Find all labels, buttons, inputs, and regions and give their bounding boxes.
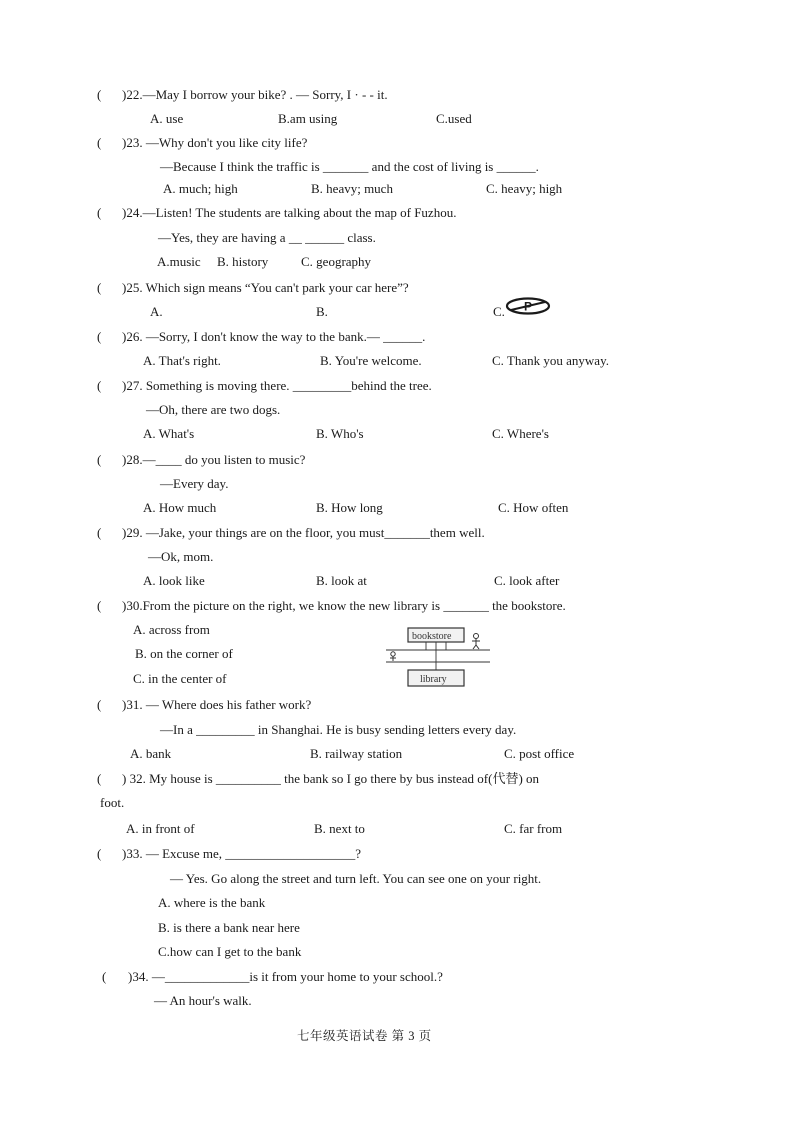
q31-option-b: B. railway station	[310, 746, 403, 761]
q33-option-c: C.how can I get to the bank	[158, 944, 302, 959]
no-parking-sign-icon	[505, 297, 551, 315]
q29-option-c: C. look after	[494, 573, 560, 588]
q34-stem: )34. —_____________is it from your home to your school.?	[128, 969, 443, 984]
q26-option-b: B. You're welcome.	[320, 353, 422, 368]
street-map-picture	[384, 622, 492, 690]
q25-paren: (	[97, 280, 102, 295]
bookstore-label: bookstore	[412, 631, 452, 642]
q31-option-c: C. post office	[504, 746, 575, 761]
person-icon-left	[390, 652, 396, 661]
q28-option-a: A. How much	[143, 500, 217, 515]
q24-reply: —Yes, they are having a __ ______ class.	[158, 230, 376, 245]
q30-paren: (	[97, 598, 102, 613]
q23-reply: —Because I think the traffic is _______ and the cost of living is ______.	[160, 159, 539, 174]
q31-option-a: A. bank	[130, 746, 172, 761]
q24-option-a: A.music	[157, 254, 201, 269]
q22-stem: )22.—May I borrow your bike? . — Sorry, I · - - it.	[122, 87, 388, 102]
q25-option-a: A.	[150, 304, 163, 319]
q31-stem: )31. — Where does his father work?	[122, 697, 312, 712]
q32-option-a: A. in front of	[126, 821, 195, 836]
q29-option-b: B. look at	[316, 573, 367, 588]
q25-option-b: B.	[316, 304, 328, 319]
q27-stem: )27. Something is moving there. _________behind the tree.	[122, 378, 432, 393]
q33-paren: (	[97, 846, 102, 861]
q22-option-a: A. use	[150, 111, 184, 126]
q28-reply: —Every day.	[160, 476, 229, 491]
q29-stem: )29. —Jake, your things are on the floor, you must_______them well.	[122, 525, 485, 540]
q32-option-c: C. far from	[504, 821, 563, 836]
q33-option-a: A. where is the bank	[158, 895, 266, 910]
q23-paren: (	[97, 135, 102, 150]
q31-reply: —In a _________ in Shanghai. He is busy sending letters every day.	[160, 722, 517, 737]
q30-option-a: A. across from	[133, 622, 210, 637]
q32-stem: ) 32. My house is __________ the bank so I go there by bus instead of(代替) on	[122, 771, 540, 786]
q33-option-b: B. is there a bank near here	[158, 920, 300, 935]
q28-paren: (	[97, 452, 102, 467]
q27-option-b: B. Who's	[316, 426, 364, 441]
sign-c-letter: P	[524, 299, 533, 314]
q33-reply: — Yes. Go along the street and turn left. You can see one on your right.	[170, 871, 542, 886]
q31-paren: (	[97, 697, 102, 712]
q28-stem: )28.—____ do you listen to music?	[122, 452, 306, 467]
q26-option-c: C. Thank you anyway.	[492, 353, 609, 368]
q24-option-b: B. history	[217, 254, 269, 269]
person-icon-right	[472, 634, 480, 650]
q27-reply: —Oh, there are two dogs.	[146, 402, 281, 417]
q26-option-a: A. That's right.	[143, 353, 221, 368]
q34-paren: (	[102, 969, 107, 984]
q22-paren: (	[97, 87, 102, 102]
q29-option-a: A. look like	[143, 573, 205, 588]
q30-stem: )30.From the picture on the right, we know the new library is _______ the bookstore.	[122, 598, 566, 613]
q33-stem: )33. — Excuse me, ____________________?	[122, 846, 362, 861]
q24-paren: (	[97, 205, 102, 220]
q28-option-c: C. How often	[498, 500, 569, 515]
q30-option-c: C. in the center of	[133, 671, 227, 686]
q22-option-b: B.am using	[278, 111, 338, 126]
q23-option-c: C. heavy; high	[486, 181, 563, 196]
q24-option-c: C. geography	[301, 254, 372, 269]
q26-stem: )26. —Sorry, I don't know the way to the bank.— ______.	[122, 329, 426, 344]
q23-option-a: A. much; high	[163, 181, 238, 196]
q27-option-a: A. What's	[143, 426, 195, 441]
library-label: library	[420, 674, 447, 685]
q32-stem-cont: foot.	[100, 795, 125, 810]
q29-reply: —Ok, mom.	[148, 549, 214, 564]
q23-option-b: B. heavy; much	[311, 181, 393, 196]
q26-paren: (	[97, 329, 102, 344]
q24-stem: )24.—Listen! The students are talking about the map of Fuzhou.	[122, 205, 457, 220]
q22-option-c: C.used	[436, 111, 472, 126]
q29-paren: (	[97, 525, 102, 540]
q25-option-c: C.	[493, 304, 505, 319]
q32-paren: (	[97, 771, 102, 786]
page-footer: 七年级英语试卷 第 3 页	[297, 1029, 432, 1043]
q34-reply: — An hour's walk.	[154, 993, 252, 1008]
q27-option-c: C. Where's	[492, 426, 549, 441]
q25-stem: )25. Which sign means “You can't park your car here”?	[122, 280, 409, 295]
q32-option-b: B. next to	[314, 821, 365, 836]
q30-option-b: B. on the corner of	[135, 646, 233, 661]
q28-option-b: B. How long	[316, 500, 383, 515]
q27-paren: (	[97, 378, 102, 393]
q23-stem: )23. —Why don't you like city life?	[122, 135, 308, 150]
